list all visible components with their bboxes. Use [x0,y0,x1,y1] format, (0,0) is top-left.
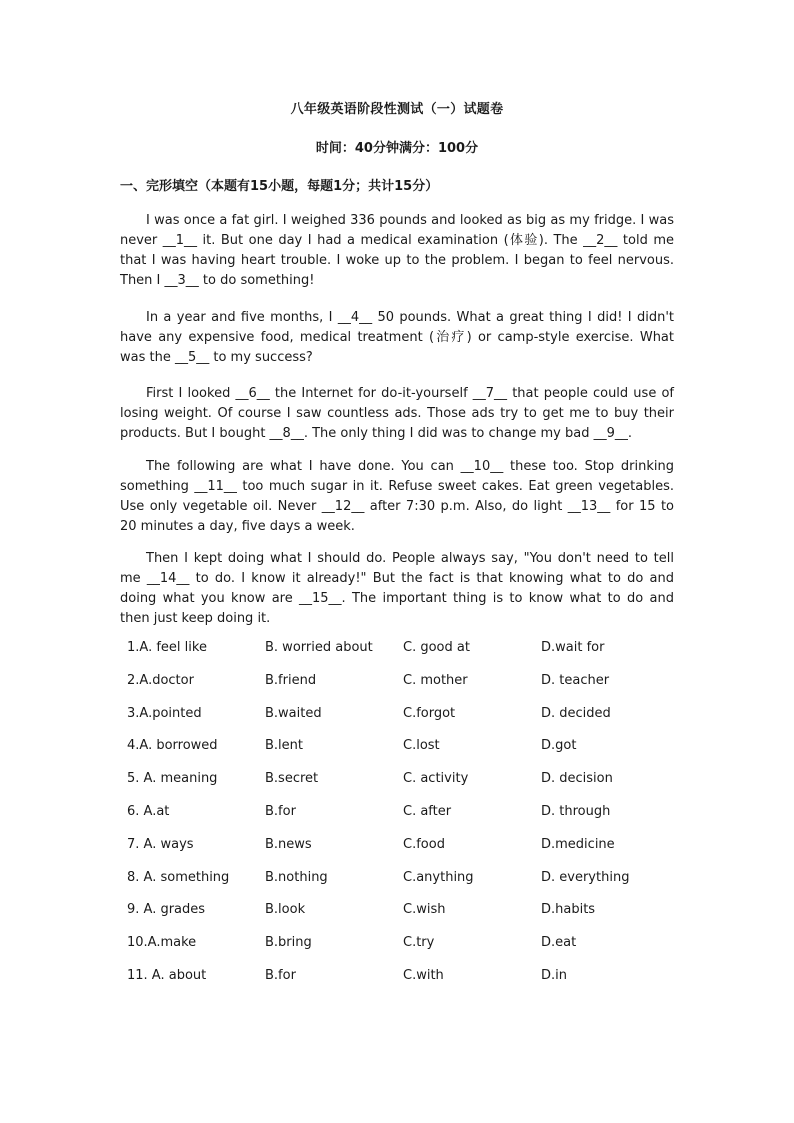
option-c: C. activity [403,771,469,787]
passage-paragraph-3 [120,384,674,444]
option-a: 6. A.at [127,803,170,819]
option-b: B.waited [265,705,322,721]
passage-paragraph-4 [120,457,674,537]
option-a: 5. A. meaning [127,771,218,787]
option-c: C. good at [403,640,470,655]
option-a: 11. A. about [127,967,207,983]
option-a: 3.A.pointed [127,705,202,721]
passage-paragraph-5 [120,549,674,629]
option-a: 7. A. ways [127,836,194,852]
option-c: C. after [403,803,452,819]
option-c: C.with [403,967,444,983]
option-c: C.forgot [403,705,456,721]
option-a: 9. A. grades [127,902,206,918]
option-b: B.news [265,836,312,852]
option-b: B.look [265,902,306,918]
option-d: D.wait for [541,640,605,655]
page-title: 八年级英语阶段性测试（一）试题卷 [290,102,504,117]
section-heading: 一、完形填空（本题有15小题，每题1分；共计15分） [120,179,439,194]
option-b: B.nothing [265,869,328,885]
option-a: 1.A. feel like [127,640,207,655]
passage-paragraph-1 [120,211,674,291]
option-b: B.friend [265,672,317,688]
option-d: D.in [541,967,567,983]
option-d: D. decided [541,705,611,721]
option-d: D.habits [541,902,596,918]
option-b: B. worried about [265,640,373,655]
paragraph-text: In a year and five months, I __4__ 50 pounds. What a great thing I did! I didn't have any expensive food, medical treatment (治疗) or camp-style exercise. What was the __5__ to my success? [120,310,674,365]
option-c: C.food [403,836,445,852]
paragraph-text: I was once a fat girl. I weighed 336 pounds and looked as big as my fridge. I was never __1__ it. But one day I had a medical examination (体验). The __2__ told me that I was having heart trouble. I woke up to the problem. I began to feel nervous. Then I __3__ to do something! [120,213,674,288]
option-d: D.medicine [541,836,615,852]
option-d: D. teacher [541,672,610,688]
option-d: D.eat [541,935,577,951]
option-a: 2.A.doctor [127,672,194,688]
option-a: 10.A.make [127,935,197,951]
option-c: C.wish [403,902,446,918]
option-d: D.got [541,738,577,754]
option-c: C. mother [403,672,468,688]
option-b: B.lent [265,738,303,754]
exam-time-score: 时间：40分钟满分：100分 [315,141,479,156]
option-c: C.lost [403,738,440,754]
option-d: D. everything [541,869,630,885]
paragraph-text: The following are what I have done. You can __10__ these too. Stop drinking something __11__ too much sugar in it. Refuse sweet cakes. Eat green vegetables. Use only vegetable oil. Never __12__ after 7:30 p.m. Also, do light __13__ for 15 to 20 minutes a day, five days a week. [120,459,674,534]
option-a: 8. A. something [127,869,230,885]
passage-paragraph-2 [120,308,674,368]
option-a: 4.A. borrowed [127,738,218,754]
option-d: D. decision [541,771,613,787]
paragraph-text: First I looked __6__ the Internet for do-it-yourself __7__ that people could use of losing weight. Of course I saw countless ads. Those ads try to get me to buy their products. But I bought __8__. The only thing I did was to change my bad __9__. [120,386,674,441]
paragraph-text: Then I kept doing what I should do. People always say, "You don't need to tell me __14__ to do. I know it already!" But the fact is that knowing what to do and doing what you know are __15__. The important thing is to know what to do and then just keep doing it. [120,551,674,626]
option-b: B.for [265,803,296,819]
option-b: B.bring [265,935,312,951]
option-d: D. through [541,803,611,819]
option-c: C.try [403,935,435,951]
option-b: B.secret [265,771,319,787]
option-b: B.for [265,967,296,983]
option-c: C.anything [403,869,474,885]
